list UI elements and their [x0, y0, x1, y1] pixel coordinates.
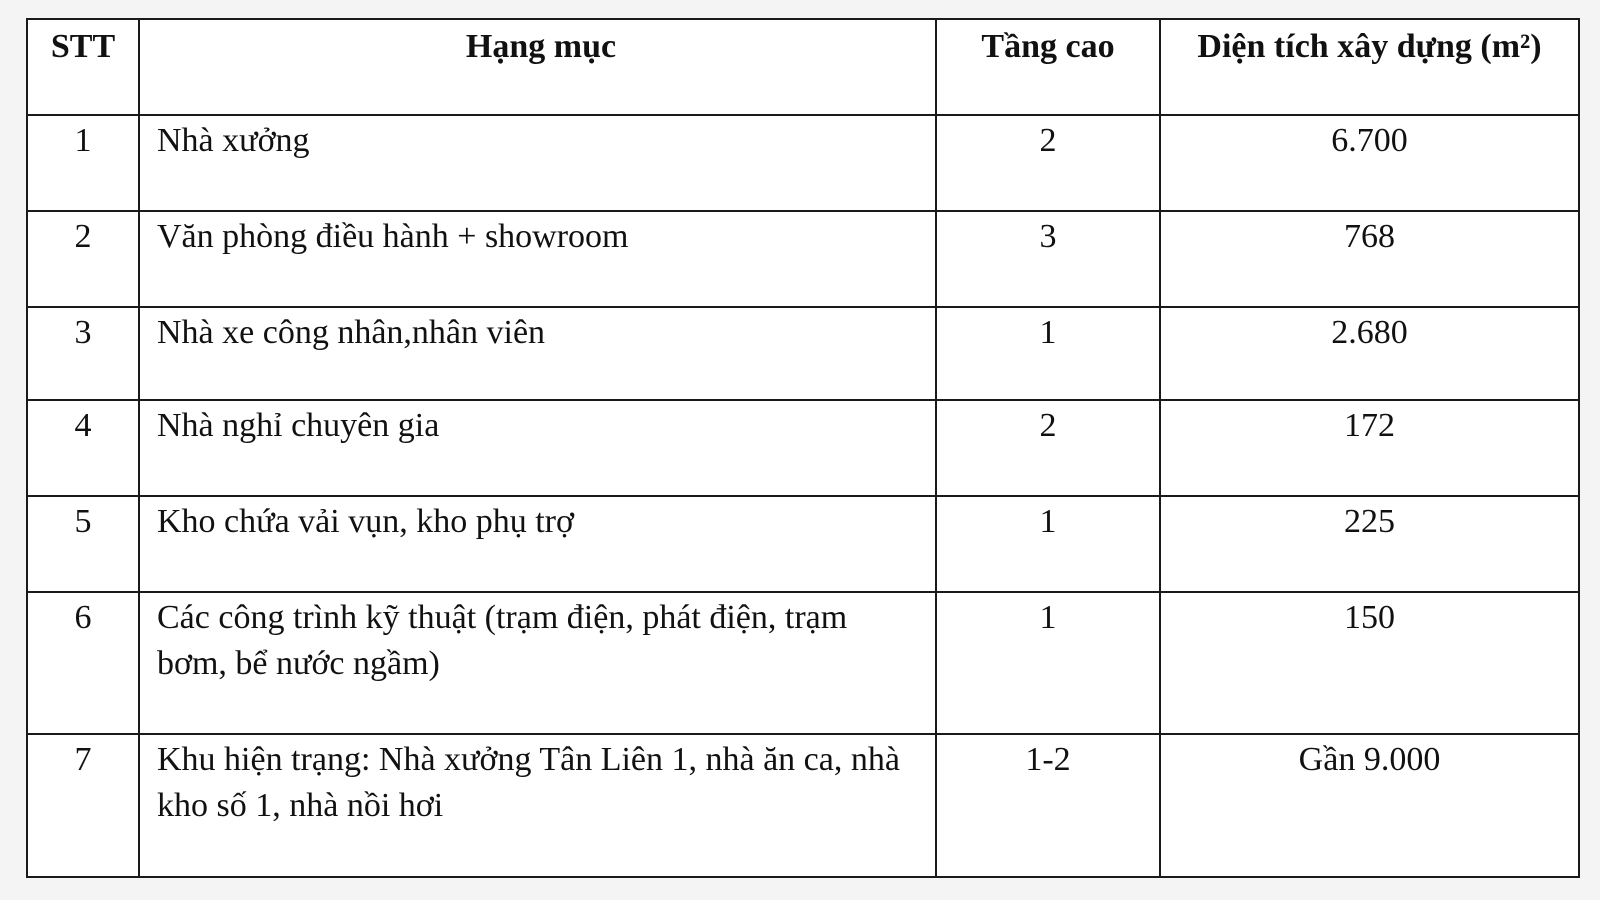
cell-stt: 7: [27, 734, 139, 877]
cell-item: Nhà xưởng: [139, 115, 936, 211]
cell-area: Gần 9.000: [1160, 734, 1579, 877]
header-item: Hạng mục: [139, 19, 936, 115]
table-row: [27, 307, 1579, 400]
construction-items-table: [26, 18, 1580, 878]
cell-floors: 1: [936, 307, 1160, 400]
header-floors: Tầng cao: [936, 19, 1160, 115]
cell-item: Khu hiện trạng: Nhà xưởng Tân Liên 1, nhà ăn ca, nhà kho số 1, nhà nồi hơi: [139, 734, 936, 877]
cell-area: 2.680: [1160, 307, 1579, 400]
table-row: [27, 211, 1579, 307]
cell-stt: 6: [27, 592, 139, 734]
table-header-row: [27, 19, 1579, 115]
cell-item: Nhà nghỉ chuyên gia: [139, 400, 936, 496]
cell-item: Các công trình kỹ thuật (trạm điện, phát điện, trạm bơm, bể nước ngầm): [139, 592, 936, 734]
cell-stt: 4: [27, 400, 139, 496]
cell-floors: 2: [936, 115, 1160, 211]
cell-stt: 5: [27, 496, 139, 592]
table-row: [27, 400, 1579, 496]
table-row: [27, 496, 1579, 592]
header-stt: STT: [27, 19, 139, 115]
cell-stt: 2: [27, 211, 139, 307]
cell-item: Văn phòng điều hành + showroom: [139, 211, 936, 307]
table-row: [27, 734, 1579, 877]
cell-area: 225: [1160, 496, 1579, 592]
table-row: [27, 115, 1579, 211]
cell-floors: 1: [936, 496, 1160, 592]
cell-area: 768: [1160, 211, 1579, 307]
table-row: [27, 592, 1579, 734]
cell-item: Nhà xe công nhân,nhân viên: [139, 307, 936, 400]
cell-area: 172: [1160, 400, 1579, 496]
cell-floors: 2: [936, 400, 1160, 496]
cell-floors: 3: [936, 211, 1160, 307]
cell-floors: 1-2: [936, 734, 1160, 877]
header-area: Diện tích xây dựng (m²): [1160, 19, 1579, 115]
cell-stt: 1: [27, 115, 139, 211]
cell-area: 6.700: [1160, 115, 1579, 211]
cell-item: Kho chứa vải vụn, kho phụ trợ: [139, 496, 936, 592]
cell-area: 150: [1160, 592, 1579, 734]
cell-stt: 3: [27, 307, 139, 400]
cell-floors: 1: [936, 592, 1160, 734]
